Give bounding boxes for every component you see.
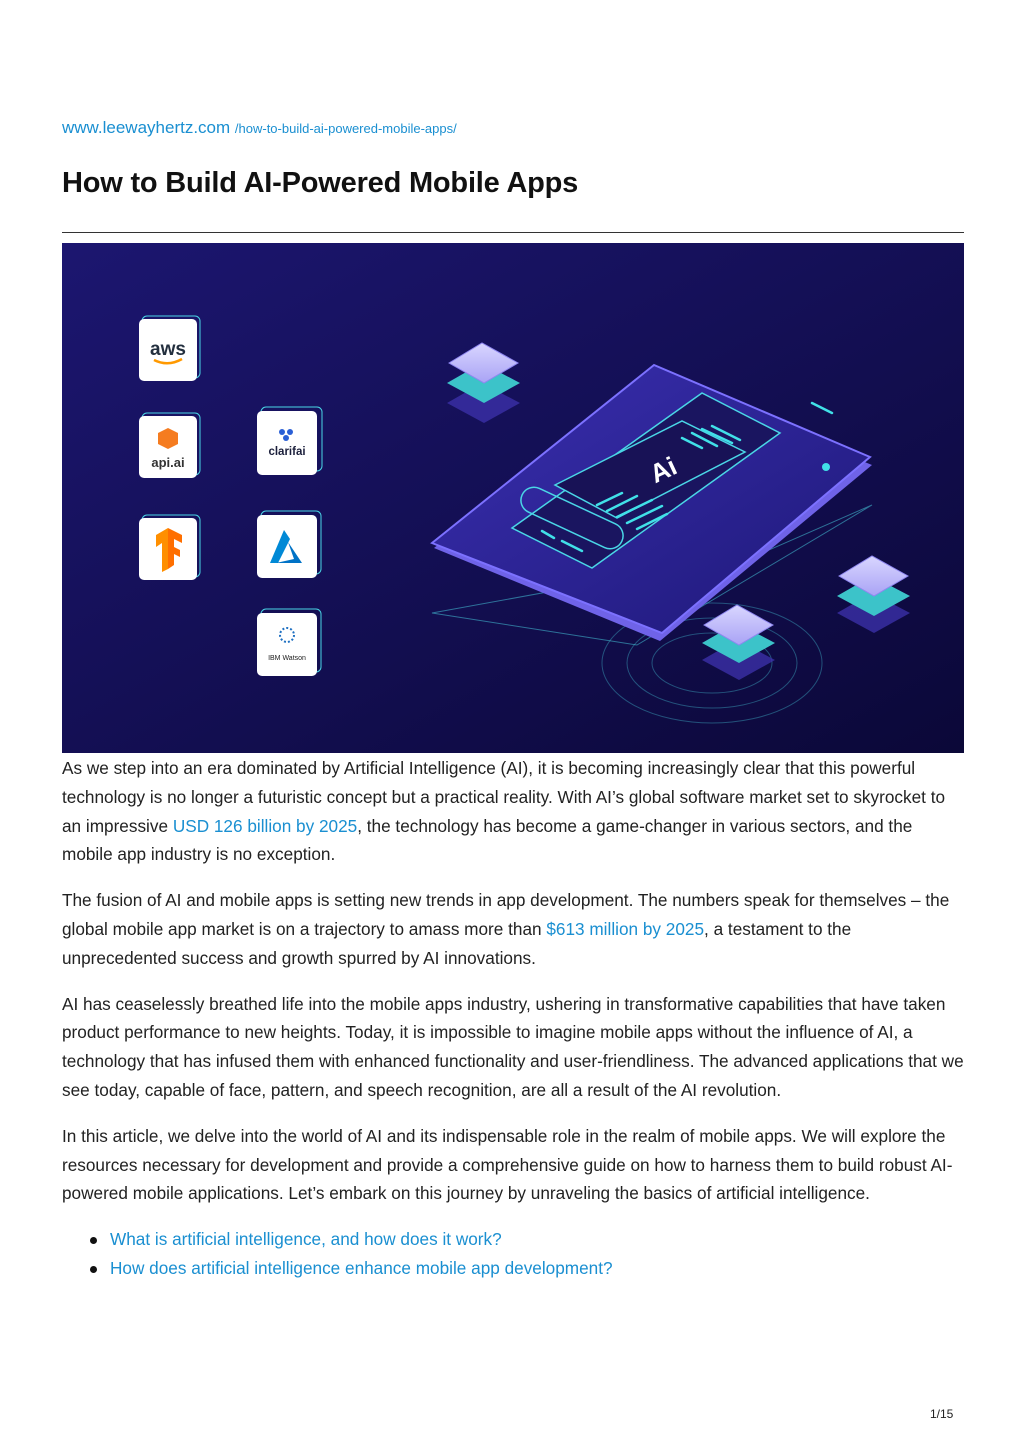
table-of-contents: [62, 1225, 964, 1283]
tensorflow-logo-icon: [139, 515, 200, 580]
article-body: [62, 754, 964, 1283]
toc-item: [110, 1254, 964, 1283]
svg-text:Ai: Ai: [645, 450, 682, 489]
title-divider: [62, 232, 964, 233]
svg-text:api.ai: api.ai: [151, 455, 185, 470]
url-host-link[interactable]: www.leewayhertz.com: [62, 118, 231, 137]
ibm-watson-logo-icon: [257, 609, 321, 676]
hero-illustration: [62, 243, 964, 753]
azure-logo-icon: [257, 511, 321, 578]
clarifai-logo-icon: [257, 407, 322, 475]
url-path-link[interactable]: /how-to-build-ai-powered-mobile-apps/: [234, 121, 457, 136]
svg-text:aws: aws: [150, 339, 186, 360]
source-url[interactable]: [62, 118, 457, 138]
apiai-logo-icon: [139, 413, 200, 478]
page-number: 1/15: [930, 1407, 954, 1421]
613-million-link[interactable]: $613 million by 2025: [546, 918, 705, 939]
toc-item: [110, 1225, 964, 1254]
page-title: How to Build AI-Powered Mobile Apps: [62, 167, 579, 199]
paragraph-fusion: The fusion of AI and mobile apps is setting new trends in app development. The numbers speak for themselves – the global mobile app market is on a trajectory to amass more than $613 million by 2025, a testament to the unprecedented success and growth spurred by AI innovations.: [62, 890, 950, 968]
svg-text:clarifai: clarifai: [268, 446, 306, 458]
toc-link-what-is-ai[interactable]: What is artificial intelligence, and how does it work?: [110, 1229, 502, 1250]
usd-126-billion-link[interactable]: USD 126 billion by 2025: [172, 815, 358, 836]
toc-link-ai-enhance-mobile[interactable]: How does artificial intelligence enhance mobile app development?: [110, 1257, 613, 1278]
paragraph-article-scope: In this article, we delve into the world of AI and its indispensable role in the realm of mobile apps. We will explore the resources necessary for development and provide a comprehensive guide on how to harness them to build robust AI-powered mobile applications. Let’s embark on this journey by unraveling the basics of artificial intelligence.: [62, 1125, 953, 1204]
aws-logo-icon: [139, 316, 200, 381]
paragraph-ai-revolution: AI has ceaselessly breathed life into the mobile apps industry, ushering in transformative capabilities that have taken product performance to new heights. Today, it is impossible to imagine mobile apps without the influence of AI, a technology that has infused them with enhanced functionality and user-friendliness. The advanced applications that we see today, capable of face, pattern, and speech recognition, are all a result of the AI revolution.: [62, 993, 964, 1100]
svg-text:IBM Watson: IBM Watson: [268, 655, 306, 662]
paragraph-intro: As we step into an era dominated by Artificial Intelligence (AI), it is becoming increasingly clear that this powerful technology is no longer a futuristic concept but a practical reality. With AI’s global software market set to skyrocket to an impressive USD 126 billion by 2025, the technology has become a game-changer in various sectors, and the mobile app industry is no exception.: [62, 758, 946, 865]
